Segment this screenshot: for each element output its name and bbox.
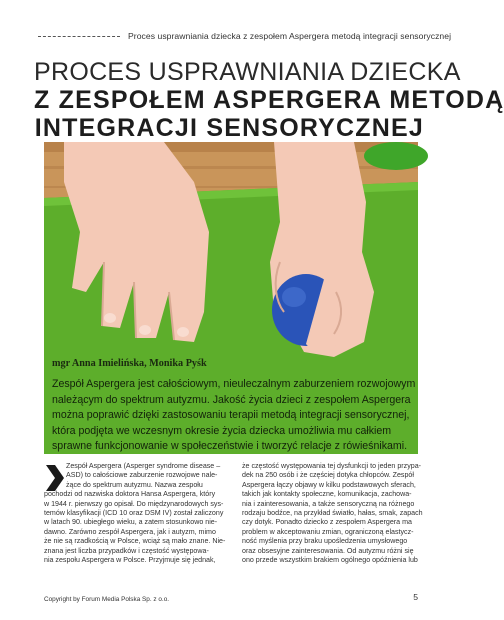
body-line: żące do spektrum autyzmu. Nazwa zespołu: [66, 480, 203, 489]
title-line-2: Z ZESPOŁEM ASPERGERA METODĄ: [34, 86, 504, 114]
body-line: ono przede wszystkim brakiem ogólnego opóźnienia lub: [242, 556, 418, 565]
lead-line: należącym do spektrum autyzmu. Jakość życia dzieci z zespołem Aspergera: [52, 393, 411, 406]
article-authors: mgr Anna Imielińska, Monika Pyśk: [52, 358, 207, 369]
body-line: ność myślenia przy braku upośledzenia umysłowego: [242, 537, 408, 546]
body-line: czy dotyk. Ponadto dziecko z zespołem Aspergera ma: [242, 518, 412, 527]
body-line: oraz obsesyjne zainteresowania. Od autyzmu różni się: [242, 546, 414, 555]
body-line: nia i zainteresowania, a także sensoryczną na różnego: [242, 499, 415, 508]
body-line: problem w akceptowaniu zmian, ograniczoną elastycz-: [242, 527, 414, 536]
body-line: dawno. Zarówno zespół Aspergera, jak i autyzm, mimo: [44, 527, 216, 536]
lead-paragraph: [52, 377, 414, 455]
body-line: dek na 250 osób i że częściej dotyka chłopców. Zespół: [242, 471, 414, 480]
body-line: Zespół Aspergera (Asperger syndrome disease –: [66, 462, 221, 470]
photo-illustration: [44, 142, 418, 364]
running-head-rule: [38, 36, 120, 37]
title-line-3: INTEGRACJI SENSORYCZNEJ: [34, 114, 424, 142]
lead-line: Zespół Aspergera jest całościowym, nieuleczalnym zaburzeniem rozwojowym: [52, 378, 416, 390]
footer-copyright: Copyright by Forum Media Polska Sp. z o.o.: [44, 596, 170, 603]
body-line: ASD) to całościowe zaburzenie rozwojowe nale-: [66, 471, 218, 480]
body-line: w latach 90. ubiegłego wieku, a zatem stosunkowo nie-: [44, 518, 218, 527]
body-text: [44, 462, 422, 590]
body-line: że częstość występowania tej dysfunkcji to jeden przypa-: [242, 462, 422, 470]
running-head-text: Proces usprawniania dziecka z zespołem Aspergera metodą integracji sensorycznej: [128, 31, 452, 41]
body-line: w 1944 r. pierwszy go opisał. Do międzynarodowych sys-: [44, 499, 224, 508]
body-line: nia zespołu Aspergera w Polsce. Przyjmuje się jednak,: [44, 556, 216, 565]
body-column-left: [44, 462, 236, 565]
body-line: że nie są rzadkością w Polsce, wciąż są mało znane. Nie-: [44, 537, 226, 546]
body-line: rodzaju bodźce, na przykład światło, hałas, smak, zapach: [242, 509, 423, 518]
lead-line: można poprawić dzięki zastosowaniu terapii metodą integracji sensorycznej,: [52, 409, 410, 422]
running-head: [38, 28, 452, 44]
lead-line: sprawne funkcjonowanie w społeczeństwie i tworzyć relacje z rówieśnikami.: [52, 440, 408, 453]
page-number: 5: [413, 592, 418, 602]
chevron-right-icon: [44, 465, 64, 491]
green-lid: [364, 142, 428, 170]
body-line: takich jak kontakty społeczne, komunikacja, zachowa-: [242, 490, 412, 499]
lead-line: która podjęta we wczesnym okresie życia dziecka umożliwia mu całkiem: [52, 424, 392, 437]
title-line-1: PROCES USPRAWNIANIA DZIECKA: [34, 58, 461, 86]
body-line: temów klasyfikacji (ICD 10 oraz DSM IV) został zaliczony: [44, 509, 224, 518]
right-hand: [270, 142, 374, 357]
body-line: Aspergera łączy objawy w kilku podstawowych sferach,: [242, 480, 416, 489]
body-column-right: [242, 462, 423, 565]
body-line: znana jest liczba przypadków i częstość występowa-: [44, 546, 209, 555]
body-line: pochodzi od nazwiska doktora Hansa Aspergera, który: [44, 490, 216, 499]
children-hands-play-dough-photo: [44, 142, 418, 364]
article-title: [34, 58, 504, 142]
